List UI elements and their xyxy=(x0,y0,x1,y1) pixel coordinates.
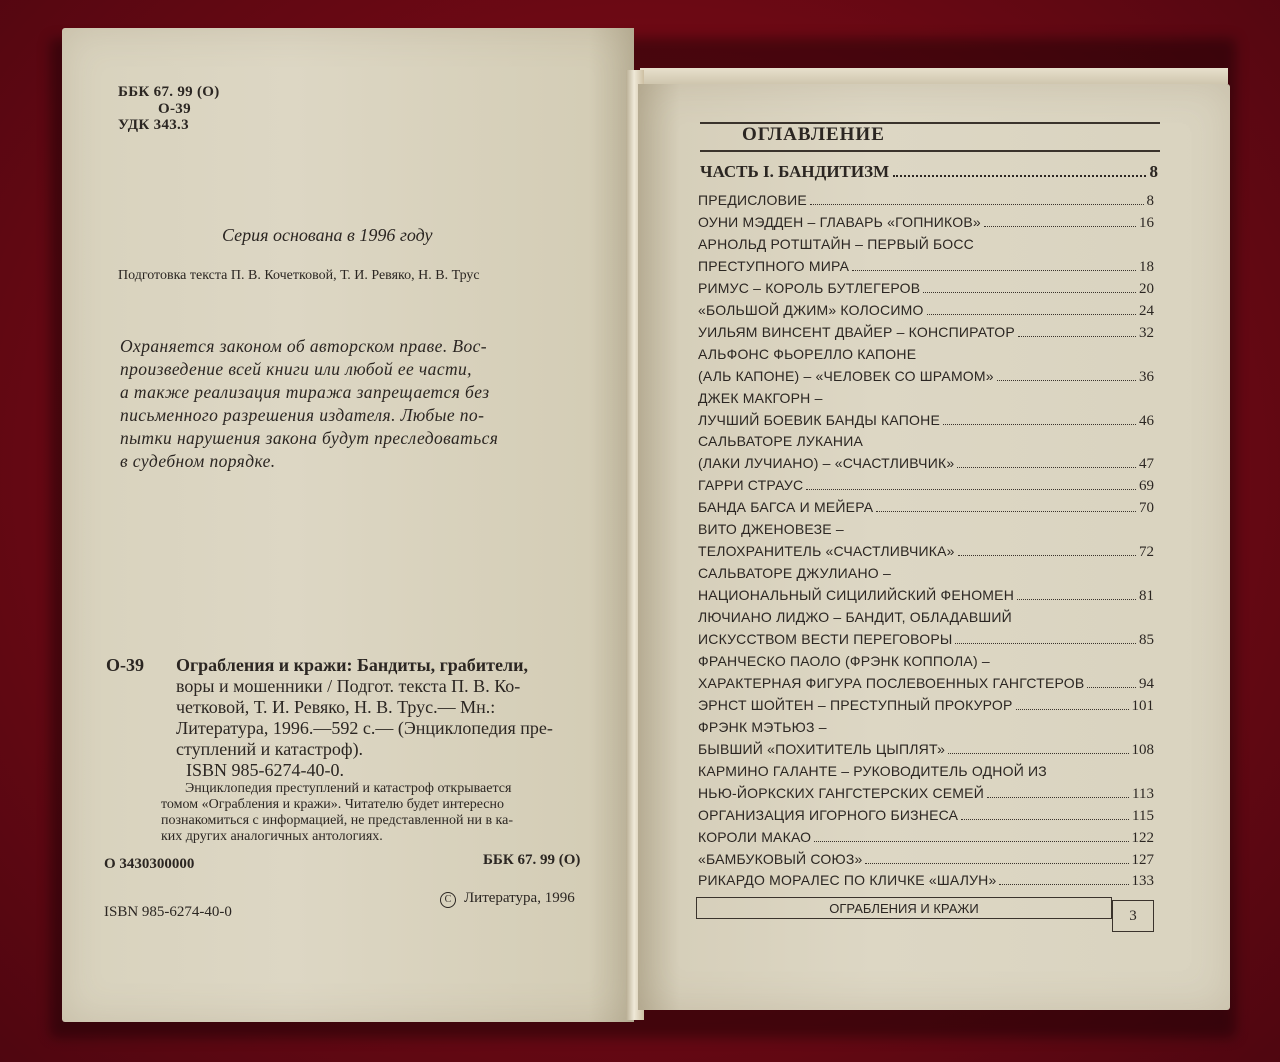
toc-entry xyxy=(698,697,1154,719)
toc-entry-label: АЛЬФОНС ФЬОРЕЛЛО КАПОНЕ xyxy=(698,345,917,362)
toc-entry-page: 101 xyxy=(1131,697,1154,714)
toc-entry xyxy=(698,324,1154,346)
prepared-by: Подготовка текста П. В. Кочетковой, Т. И. Ревяко, Н. В. Трус xyxy=(118,268,480,283)
toc-entry-page: 16 xyxy=(1139,214,1154,231)
leader-dots xyxy=(806,489,1136,490)
toc-entry-label: ДЖЕК МАКГОРН – xyxy=(698,389,823,406)
toc-entry-page: 32 xyxy=(1139,324,1154,341)
toc-entry-label: ТЕЛОХРАНИТЕЛЬ «СЧАСТЛИВЧИКА» xyxy=(698,543,955,560)
copyright-line xyxy=(440,890,575,908)
toc-entry xyxy=(698,192,1154,214)
toc-entry xyxy=(698,675,1154,697)
toc-entry-page: 36 xyxy=(1139,368,1154,385)
toc-entry xyxy=(698,433,1154,455)
toc-entry-label: БАНДА БАГСА И МЕЙЕРА xyxy=(698,499,874,516)
leader-dots xyxy=(1017,599,1136,600)
toc-entry-label: «БАМБУКОВЫЙ СОЮЗ» xyxy=(698,850,863,867)
leader-dots xyxy=(814,841,1128,842)
toc-entry-label: ОРГАНИЗАЦИЯ ИГОРНОГО БИЗНЕСА xyxy=(698,806,959,823)
card-line: Ограбления и кражи: Бандиты, грабители, xyxy=(176,655,528,675)
toc-entry-page: 47 xyxy=(1139,456,1154,473)
toc-title: ОГЛАВЛЕНИЕ xyxy=(742,124,885,145)
bbk-bottom: ББК 67. 99 (О) xyxy=(483,852,581,868)
toc-entry-label: ХАРАКТЕРНАЯ ФИГУРА ПОСЛЕВОЕННЫХ ГАНГСТЕРОВ xyxy=(698,674,1085,691)
toc-entry xyxy=(698,829,1154,851)
leader-dots xyxy=(876,511,1136,512)
toc-entry-label: ЭРНСТ ШОЙТЕН – ПРЕСТУПНЫЙ ПРОКУРОР xyxy=(698,696,1013,713)
toc-rule-top xyxy=(700,122,1160,124)
running-footer: ОГРАБЛЕНИЯ И КРАЖИ xyxy=(696,897,1112,919)
toc-entry-label: ЛУЧШИЙ БОЕВИК БАНДЫ КАПОНЕ xyxy=(698,411,940,428)
toc-entry-label: АРНОЛЬД РОТШТАЙН – ПЕРВЫЙ БОСС xyxy=(698,235,974,252)
toc-entry xyxy=(698,280,1154,302)
toc-entry-page: 20 xyxy=(1139,280,1154,297)
toc-entry-label: КОРОЛИ МАКАО xyxy=(698,828,812,845)
toc-entry-label: ГАРРИ СТРАУС xyxy=(698,477,804,494)
leader-dots xyxy=(1016,709,1129,710)
index-code: О 3430300000 xyxy=(104,856,195,872)
toc-entry-label: ОУНИ МЭДДЕН – ГЛАВАРЬ «ГОПНИКОВ» xyxy=(698,213,981,230)
part-page: 8 xyxy=(1149,162,1158,181)
classification-code: О-39 xyxy=(158,101,191,117)
toc-entry-page: 133 xyxy=(1131,873,1154,890)
toc-entry xyxy=(698,543,1154,565)
classification-udk: УДК 343.3 xyxy=(118,117,189,133)
toc-entry-page: 85 xyxy=(1139,632,1154,648)
toc-entry-page: 127 xyxy=(1131,851,1154,868)
toc-entry-label: НЬЮ-ЙОРКСКИХ ГАНГСТЕРСКИХ СЕМЕЙ xyxy=(698,784,984,801)
notice-line: Охраняется законом об авторском праве. Вос- xyxy=(120,336,488,356)
toc-entry xyxy=(698,477,1154,499)
notice-line: письменного разрешения издателя. Любые по- xyxy=(120,405,485,425)
card-line: четковой, Т. И. Ревяко, Н. В. Трус.— Мн.: xyxy=(176,697,496,717)
toc-entry-label: «БОЛЬШОЙ ДЖИМ» КОЛОСИМО xyxy=(698,301,924,318)
leader-dots xyxy=(987,797,1129,798)
toc-entry-label: РИКАРДО МОРАЛЕС ПО КЛИЧКЕ «ШАЛУН» xyxy=(698,872,997,889)
leader-dots xyxy=(961,819,1129,820)
toc-entry xyxy=(698,763,1154,785)
toc-entry-label: ЛЮЧИАНО ЛИДЖО – БАНДИТ, ОБЛАДАВШИЙ xyxy=(698,609,1012,626)
annotation-line: познакомиться с информацией, не представленной ни в ка- xyxy=(161,813,514,828)
notice-line: пытки нарушения закона будут преследоваться xyxy=(120,428,499,448)
leader-dots xyxy=(957,467,1136,468)
leader-dots xyxy=(948,753,1128,754)
leader-dots xyxy=(958,555,1136,556)
toc-entry-label: УИЛЬЯМ ВИНСЕНТ ДВАЙЕР – КОНСПИРАТОР xyxy=(698,323,1015,340)
toc-entry-page: 113 xyxy=(1132,785,1154,802)
leader-dots xyxy=(997,380,1136,381)
leader-dots xyxy=(893,175,1145,177)
toc-entry-label: ФРЭНК МЭТЬЮЗ – xyxy=(698,718,827,735)
toc-entry xyxy=(698,565,1154,587)
page-edges xyxy=(640,68,1228,84)
toc-entry-label: ПРЕДИСЛОВИЕ xyxy=(698,192,807,208)
toc-entry xyxy=(698,609,1154,631)
toc-entry xyxy=(698,390,1154,412)
copyright-icon: C xyxy=(440,892,456,908)
toc-entry xyxy=(698,785,1154,807)
toc-entry-page: 94 xyxy=(1139,675,1154,692)
toc-entry-page: 72 xyxy=(1139,544,1154,561)
toc-entry-label: БЫВШИЙ «ПОХИТИТЕЛЬ ЦЫПЛЯТ» xyxy=(698,740,946,757)
card-line: воры и мошенники / Подгот. текста П. В. Ко- xyxy=(176,676,521,696)
toc-entry-page: 18 xyxy=(1139,258,1154,275)
toc-entry-label: ИСКУССТВОМ ВЕСТИ ПЕРЕГОВОРЫ xyxy=(698,631,953,647)
leader-dots xyxy=(984,226,1136,227)
page-number: 3 xyxy=(1112,900,1154,932)
toc-part-heading xyxy=(700,162,1158,182)
leader-dots xyxy=(955,643,1136,644)
toc-entry xyxy=(698,719,1154,741)
toc-entry-label: САЛЬВАТОРЕ ДЖУЛИАНО – xyxy=(698,565,891,582)
toc-entry xyxy=(698,214,1154,236)
toc-entry xyxy=(698,741,1154,763)
toc-entry-label: ФРАНЧЕСКО ПАОЛО (ФРЭНК КОППОЛА) – xyxy=(698,652,990,669)
copyright-text: Литература, 1996 xyxy=(464,890,575,906)
toc-rule-bottom xyxy=(700,150,1160,152)
toc-entry-page: 46 xyxy=(1139,412,1154,429)
leader-dots xyxy=(810,204,1144,205)
part-label: ЧАСТЬ I. БАНДИТИЗМ xyxy=(700,162,890,181)
toc-entry-page: 115 xyxy=(1132,807,1154,824)
annotation-line: ких других аналогичных антологиях. xyxy=(161,829,383,844)
card-line: Литература, 1996.—592 с.— (Энциклопедия пре- xyxy=(176,718,553,738)
leader-dots xyxy=(1018,336,1136,337)
leader-dots xyxy=(852,270,1136,271)
toc-entry xyxy=(698,653,1154,675)
annotation-line: Энциклопедия преступлений и катастроф открывается xyxy=(185,781,512,796)
classification-bbk: ББК 67. 99 (О) xyxy=(118,84,220,100)
card-code: О-39 xyxy=(106,655,144,675)
annotation-line: томом «Ограбления и кражи». Читателю будет интересно xyxy=(161,797,505,812)
toc-entry xyxy=(698,302,1154,324)
isbn-bottom: ISBN 985-6274-40-0 xyxy=(104,904,232,920)
leader-dots xyxy=(999,884,1128,885)
card-isbn: ISBN 985-6274-40-0. xyxy=(186,760,344,780)
toc-entry xyxy=(698,872,1154,894)
leader-dots xyxy=(1087,687,1136,688)
toc-entry-page: 81 xyxy=(1139,588,1154,605)
toc-entry xyxy=(698,631,1154,653)
toc-entry-label: НАЦИОНАЛЬНЫЙ СИЦИЛИЙСКИЙ ФЕНОМЕН xyxy=(698,587,1015,604)
toc-entry xyxy=(698,368,1154,390)
toc-entry xyxy=(698,412,1154,434)
toc-entry xyxy=(698,455,1154,477)
leader-dots xyxy=(927,314,1136,315)
toc-entry xyxy=(698,236,1154,258)
leader-dots xyxy=(865,863,1128,864)
toc-entry xyxy=(698,499,1154,521)
toc-entry-label: (АЛЬ КАПОНЕ) – «ЧЕЛОВЕК СО ШРАМОМ» xyxy=(698,367,994,384)
toc-entry-label: ВИТО ДЖЕНОВЕЗЕ – xyxy=(698,521,844,538)
notice-line: произведение всей книги или любой ее части, xyxy=(120,359,472,379)
series-note: Серия основана в 1996 году xyxy=(222,225,433,245)
toc-entry-page: 8 xyxy=(1146,193,1154,209)
toc-entry-page: 108 xyxy=(1131,741,1154,758)
toc-entry-label: КАРМИНО ГАЛАНТЕ – РУКОВОДИТЕЛЬ ОДНОЙ ИЗ xyxy=(698,762,1047,779)
toc-entry xyxy=(698,258,1154,280)
toc-entry xyxy=(698,346,1154,368)
toc-entry-label: РИМУС – КОРОЛЬ БУТЛЕГЕРОВ xyxy=(698,279,921,296)
leader-dots xyxy=(943,424,1136,425)
notice-line: а также реализация тиража запрещается без xyxy=(120,382,490,402)
card-line: ступлений и катастроф). xyxy=(176,739,364,759)
toc-entry-label: ПРЕСТУПНОГО МИРА xyxy=(698,257,850,274)
toc-entry xyxy=(698,587,1154,609)
toc-entry-label: (ЛАКИ ЛУЧИАНО) – «СЧАСТЛИВЧИК» xyxy=(698,455,955,472)
toc-entry-page: 70 xyxy=(1139,500,1154,517)
leader-dots xyxy=(923,292,1136,293)
toc-entry-page: 24 xyxy=(1139,302,1154,319)
toc-entry-label: САЛЬВАТОРЕ ЛУКАНИА xyxy=(698,433,864,450)
toc-entry xyxy=(698,521,1154,543)
toc-entry-page: 69 xyxy=(1139,478,1154,495)
toc-entry xyxy=(698,807,1154,829)
toc-entry-page: 122 xyxy=(1131,829,1154,846)
notice-line: в судебном порядке. xyxy=(120,451,276,471)
toc-entry xyxy=(698,851,1154,873)
